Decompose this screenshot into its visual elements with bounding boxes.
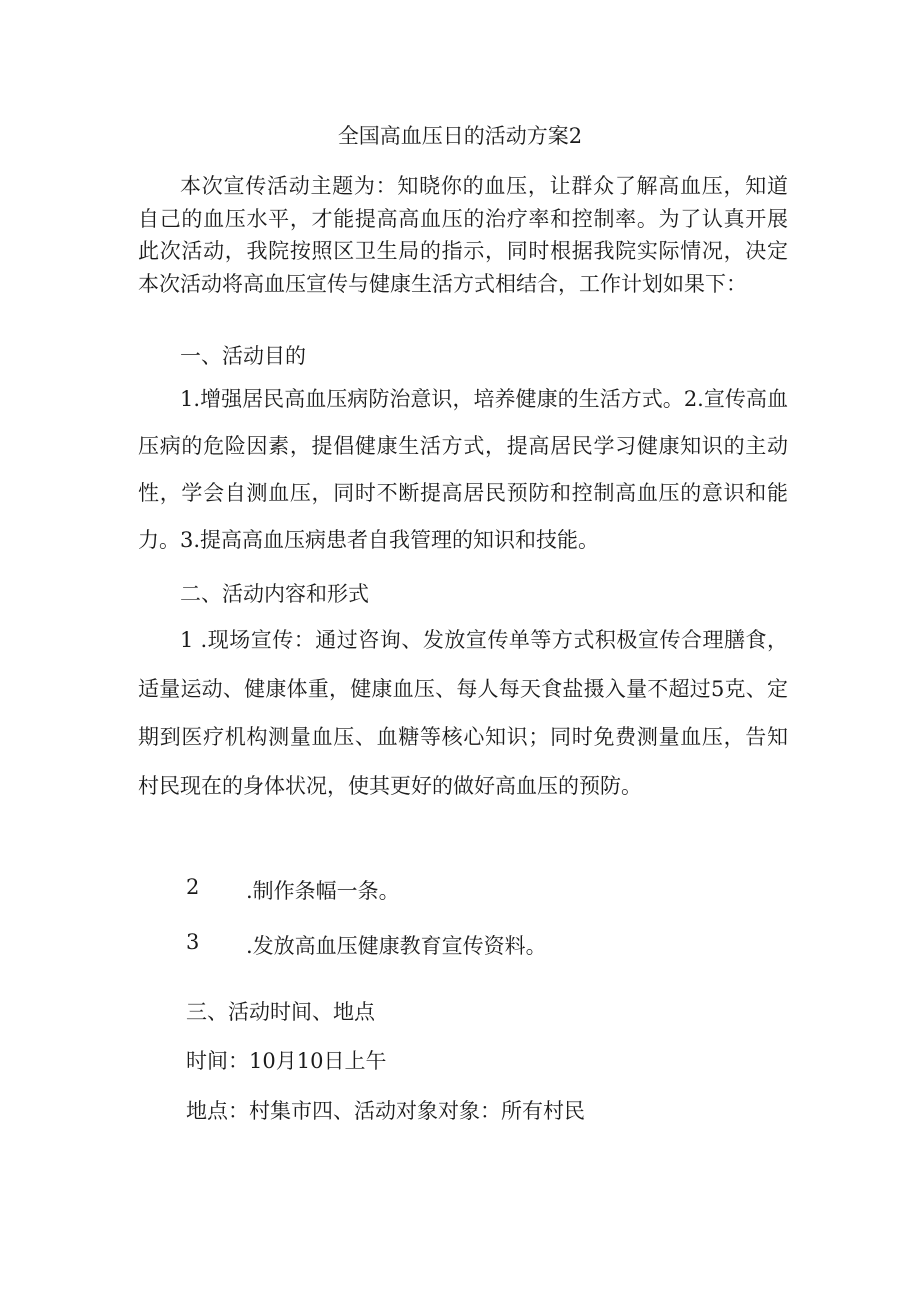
- intro-paragraph: 本次宣传活动主题为：知晓你的血压，让群众了解高血压，知道自己的血压水平，才能提高高血压的治疗率和控制率。为了认真开展此次活动，我院按照区卫生局的指示，同时根据我院实际情况，决定本次活动将高血压宣传与健康生活方式相结合，工作计划如果下：: [138, 174, 788, 296]
- section-3-heading: 三、活动时间、地点: [186, 1000, 375, 1024]
- place-line: 地点：村集市四、活动对象对象：所有村民: [186, 1099, 585, 1123]
- section-1-heading: 一、活动目的: [180, 344, 306, 368]
- item-text: .制作条幅一条。: [246, 879, 400, 903]
- section-2-item-1: 1 .现场宣传：通过咨询、发放宣传单等方式积极宣传合理膳食，适量运动、健康体重，健康血压、每人每天食盐摄入量不超过5克、定期到医疗机构测量血压、血糖等核心知识；同时免费测量血压，告知村民现在的身体状况，使其更好的做好高血压的预防。: [138, 628, 788, 798]
- document-title: 全国高血压日的活动方案2: [337, 124, 583, 148]
- item-text: .发放高血压健康教育宣传资料。: [246, 934, 547, 958]
- time-line: 时间：10月10日上午: [186, 1049, 387, 1073]
- item-number: 3: [186, 930, 200, 954]
- section-2-heading: 二、活动内容和形式: [180, 582, 369, 606]
- item-number: 2: [186, 875, 200, 899]
- section-1-body: 1.增强居民高血压病防治意识，培养健康的生活方式。2.宣传高血压病的危险因素，提倡健康生活方式，提高居民学习健康知识的主动性，学会自测血压，同时不断提高居民预防和控制高血压的意识和能力。3.提高高血压病患者自我管理的知识和技能。: [138, 387, 788, 552]
